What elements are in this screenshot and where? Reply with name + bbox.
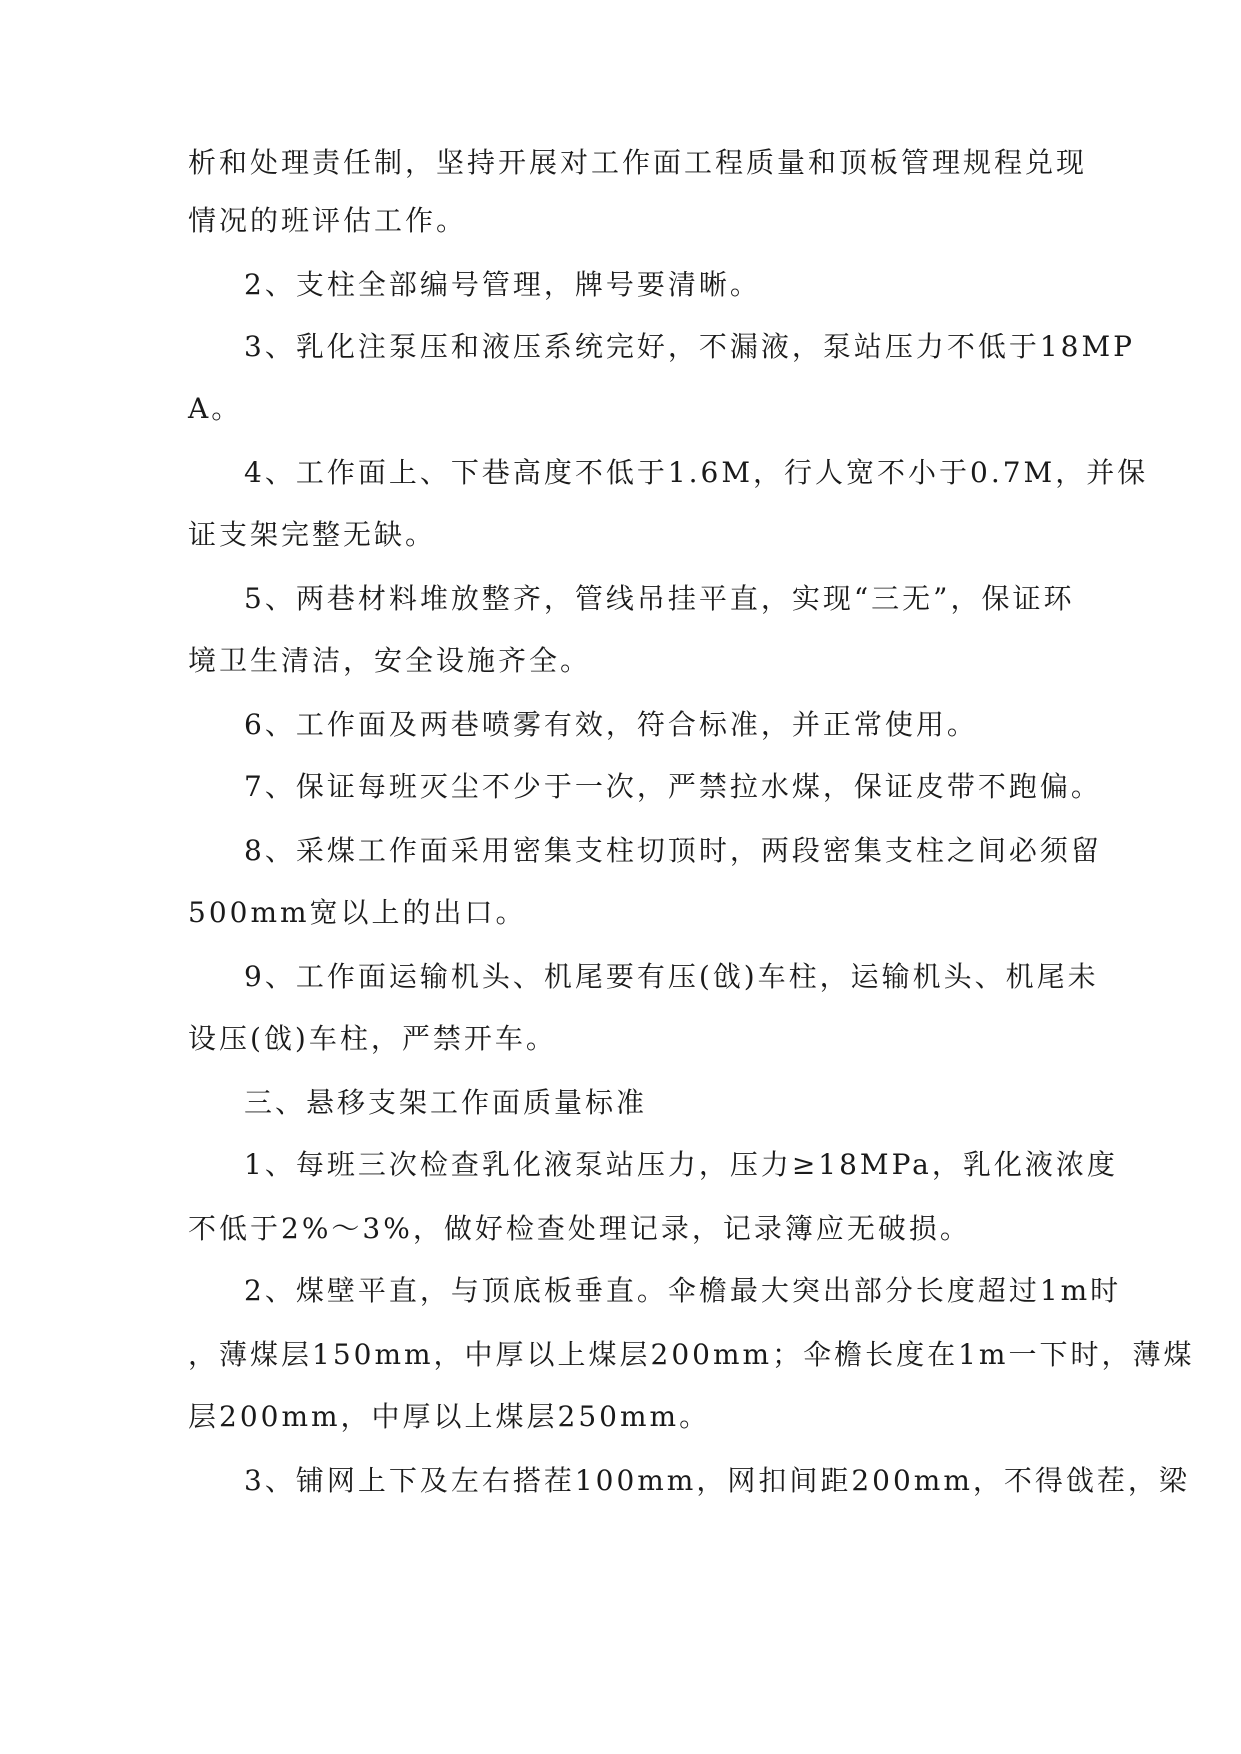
text-line: 2、支柱全部编号管理，牌号要清晰。 bbox=[244, 268, 761, 301]
section-heading: 三、悬移支架工作面质量标准 bbox=[244, 1086, 648, 1119]
text-line: 设压(戗)车柱，严禁开车。 bbox=[188, 1022, 557, 1055]
text-line: 层200mm，中厚以上煤层250mm。 bbox=[188, 1400, 711, 1433]
text-line: 4、工作面上、下巷高度不低于1.6M，行人宽不小于0.7M，并保 bbox=[244, 456, 1149, 489]
text-line: 500mm宽以上的出口。 bbox=[188, 896, 527, 929]
text-line: 6、工作面及两巷喷雾有效，符合标准，并正常使用。 bbox=[244, 708, 978, 741]
text-line: 1、每班三次检查乳化液泵站压力，压力≥18MPa，乳化液浓度 bbox=[244, 1148, 1118, 1181]
text-line: 8、采煤工作面采用密集支柱切顶时，两段密集支柱之间必须留 bbox=[244, 834, 1102, 867]
text-line: ，薄煤层150mm，中厚以上煤层200mm；伞檐长度在1m一下时，薄煤 bbox=[188, 1338, 1195, 1371]
text-line: 境卫生清洁，安全设施齐全。 bbox=[188, 644, 592, 677]
text-line: 2、煤壁平直，与顶底板垂直。伞檐最大突出部分长度超过1m时 bbox=[244, 1274, 1122, 1307]
text-line: A。 bbox=[188, 392, 243, 425]
text-line: 证支架完整无缺。 bbox=[188, 518, 437, 551]
text-line: 7、保证每班灭尘不少于一次，严禁拉水煤，保证皮带不跑偏。 bbox=[244, 770, 1102, 803]
text-line: 5、两巷材料堆放整齐，管线吊挂平直，实现“三无”，保证环 bbox=[244, 582, 1075, 615]
text-line: 情况的班评估工作。 bbox=[188, 204, 468, 237]
text-line: 9、工作面运输机头、机尾要有压(戗)车柱，运输机头、机尾未 bbox=[244, 960, 1099, 993]
text-line: 析和处理责任制，坚持开展对工作面工程质量和顶板管理规程兑现 bbox=[188, 146, 1088, 179]
text-line: 3、铺网上下及左右搭茬100mm，网扣间距200mm，不得戗茬，梁 bbox=[244, 1464, 1190, 1497]
text-line: 3、乳化注泵压和液压系统完好，不漏液，泵站压力不低于18MP bbox=[244, 330, 1135, 363]
text-line: 不低于2%～3%，做好检查处理记录，记录簿应无破损。 bbox=[188, 1212, 971, 1245]
